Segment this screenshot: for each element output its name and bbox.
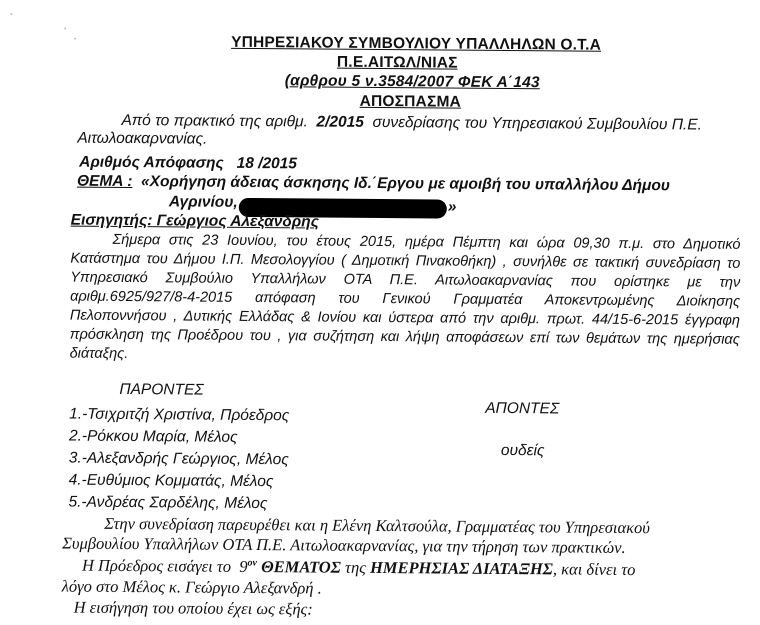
footer-line-1: Στην συνεδρίαση παρευρέθει και η Ελένη Καλτσούλα, Γραμματέας του Υπηρεσιακού <box>104 513 650 538</box>
footer-line-4: λόγο στο Μέλος κ. Γεώργιο Αλεξανδρή . <box>61 576 322 598</box>
decision-value: 18 /2015 <box>236 154 298 173</box>
scan-speck <box>10 13 12 15</box>
present-title: ΠΑΡΟΝΤΕΣ <box>119 380 204 399</box>
rapporteur: Εισηγητής: Γεώργιος Αλεξανδρής <box>70 211 320 231</box>
body-line-6: πρόσκληση της Προέδρου του , για συζήτηση και λήψη αποφάσεων επί των θεμάτων της ημερήσιας <box>69 326 740 348</box>
item-label: ΘΕΜΑΤΟΣ <box>261 557 342 577</box>
present-member: 2.-Ρόκκου Μαρία, Μέλος <box>68 427 238 446</box>
intro-line-1 <box>121 112 702 135</box>
footer-text: της <box>345 557 366 577</box>
body-line-5: Πελοποννήσου , Δυτικής Ελλάδας & Ιονίου και ύστερα από την αριθμ. πρωτ. 44/15-6-2015 έγγραφη <box>69 307 740 329</box>
intro-text-continued: συνεδρίασης του Υπηρεσιακού Συμβουλίου Π.Ε. <box>372 113 702 134</box>
subject-text: «Χορήγηση άδειας άσκησης Ιδ.΄Εργου με αμοιβή του υπαλλήλου Δήμου <box>140 173 671 195</box>
subject-closing: » <box>447 198 457 216</box>
header-law-reference: (αρθρου 5 ν.3584/2007 ΦΕΚ Α΄143 <box>284 72 540 92</box>
footer-text: Η Πρόεδρος εισάγει το <box>81 555 232 576</box>
subject-line-1 <box>77 173 670 196</box>
body-line-2: Κατάστημα του Δήμου Ι.Π. Μεσολογγίου ( Δημοτική Πινακοθήκη) , συνήλθε σε τακτική συνεδρίαση το <box>70 250 741 272</box>
intro-line-2: Αιτωλοακαρνανίας. <box>77 129 208 148</box>
absent-value: ουδείς <box>500 441 545 460</box>
item-ordinal: 9 <box>239 556 248 576</box>
body-line-3: Υπηρεσιακό Συμβούλιο Υπαλλήλων ΟΤΑ Π.Ε. Αιτωλοακαρνανίας που ορίστηκε με την <box>70 269 741 291</box>
subject-label: ΘΕΜΑ : <box>76 172 133 191</box>
present-member: 5.-Ανδρέας Σαρδέλης, Μέλος <box>68 493 268 513</box>
session-number: 2/2015 <box>316 113 364 131</box>
body-line-4: αριθμ.6925/927/8-4-2015 απόφαση του Γενικού Γραμματέα Αποκεντρωμένης Διοίκησης <box>70 288 741 310</box>
present-member: 1.-Τσιχριτζή Χριστίνα, Πρόεδρος <box>69 405 290 425</box>
header-council-title: ΥΠΗΡΕΣΙΑΚΟΥ ΣΥΜΒΟΥΛΙΟΥ ΥΠΑΛΛΗΛΩΝ Ο.Τ.Α <box>231 33 602 54</box>
header-region: Π.Ε.ΑΙΤΩΛ/ΝΙΑΣ <box>336 53 458 72</box>
intro-text: Από το πρακτικό της αριθμ. <box>121 111 308 131</box>
subject-line-2: Αγρινίου, <box>168 193 238 211</box>
present-member: 4.-Ευθύμιος Κομματάς, Μέλος <box>68 471 274 491</box>
scan-speck <box>64 28 66 30</box>
item-ordinal-suffix: ον <box>247 557 258 569</box>
scan-speck <box>74 38 76 40</box>
present-member: 3.-Αλεξανδρής Γεώργιος, Μέλος <box>68 449 289 469</box>
decision-label: Αριθμός Απόφασης <box>79 153 224 172</box>
body-line-1: Σήμερα στις 23 Ιουνίου, του έτους 2015, ημέρα Πέμπτη και ώρα 09,30 π.μ. στο Δημοτικό <box>112 231 741 253</box>
absent-title: ΑΠΟΝΤΕΣ <box>485 399 560 418</box>
footer-text: , και δίνει το <box>552 559 636 580</box>
decision-number <box>79 154 297 174</box>
body-line-7: διάταξης. <box>69 345 129 363</box>
agenda-label: ΗΜΕΡΗΣΙΑΣ ΔΙΑΤΑΞΗΣ <box>369 557 553 579</box>
footer-line-2: Συμβουλίου Υπαλλήλων ΟΤΑ Π.Ε. Αιτωλοακαρνανίας, για την τήρηση των πρακτικών. <box>62 533 626 557</box>
header-extract: ΑΠΟΣΠΑΣΜΑ <box>359 92 462 111</box>
footer-line-5: Η εισήγηση του οποίου έχει ως εξής: <box>73 597 313 619</box>
